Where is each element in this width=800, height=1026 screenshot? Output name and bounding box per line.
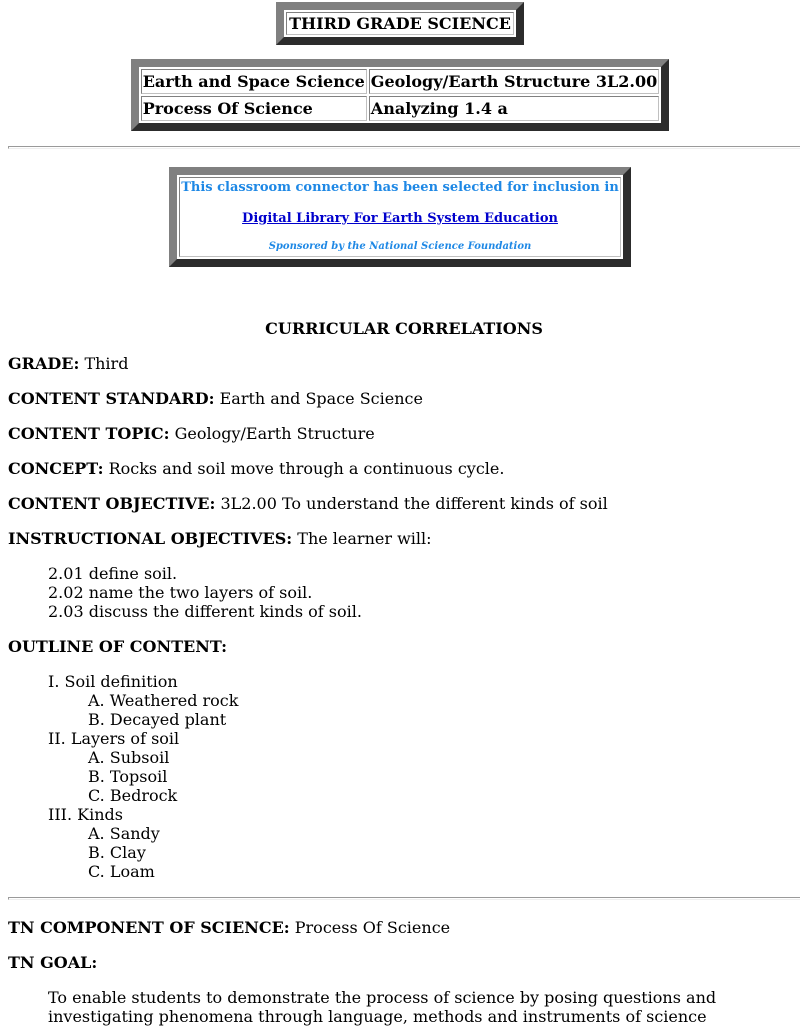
dlese-link[interactable]: Digital Library For Earth System Education [242, 211, 558, 226]
field-grade: GRADE: Third [8, 354, 129, 373]
outline-section: III. Kinds [48, 805, 123, 824]
list-item: A. Subsoil [88, 748, 170, 767]
field-content-objective: CONTENT OBJECTIVE: 3L2.00 To understand the different kinds of soil [8, 494, 608, 513]
list-item: 2.02 name the two layers of soil. [48, 583, 313, 602]
field-concept: CONCEPT: Rocks and soil move through a continuous cycle. [8, 459, 505, 478]
standards-table [131, 59, 670, 131]
title-banner [276, 2, 524, 45]
tn-goal-label: TN GOAL: [8, 953, 98, 972]
table-cell: Geology/Earth Structure 3L2.00 [369, 69, 659, 94]
table-cell: Earth and Space Science [141, 69, 367, 94]
sponsor-text: Sponsored by the National Science Foundation [268, 241, 532, 252]
tn-goal-text: To enable students to demonstrate the process of science by posing questions and investigating phenomena through language, methods and instruments of science [48, 988, 717, 1026]
table-row [141, 96, 660, 121]
list-item: A. Sandy [88, 824, 160, 843]
list-item: 2.01 define soil. [48, 564, 178, 583]
field-instructional-objectives: INSTRUCTIONAL OBJECTIVES: The learner will: [8, 529, 432, 548]
objectives-list [8, 564, 800, 621]
section-heading: CURRICULAR CORRELATIONS [265, 319, 543, 338]
table-row [141, 69, 660, 94]
list-item: A. Weathered rock [88, 691, 239, 710]
tn-component: TN COMPONENT OF SCIENCE: Process Of Science [8, 918, 451, 937]
list-item: B. Clay [88, 843, 146, 862]
field-content-topic: CONTENT TOPIC: Geology/Earth Structure [8, 424, 375, 443]
list-item: 2.03 discuss the different kinds of soil. [48, 602, 362, 621]
list-item: C. Loam [88, 862, 155, 881]
table-cell: Process Of Science [141, 96, 367, 121]
list-item: B. Decayed plant [88, 710, 227, 729]
table-cell: Analyzing 1.4 a [369, 96, 659, 121]
outline-section: II. Layers of soil [48, 729, 180, 748]
page-title: THIRD GRADE SCIENCE [286, 12, 514, 35]
field-content-standard: CONTENT STANDARD: Earth and Space Science [8, 389, 423, 408]
outline-section: I. Soil definition [48, 672, 178, 691]
dlese-intro: This classroom connector has been selected for inclusion in [181, 180, 619, 195]
dlese-banner [169, 167, 631, 267]
list-item: C. Bedrock [88, 786, 178, 805]
outline-list [8, 672, 800, 881]
list-item: B. Topsoil [88, 767, 168, 786]
outline-label: OUTLINE OF CONTENT: [8, 637, 228, 656]
